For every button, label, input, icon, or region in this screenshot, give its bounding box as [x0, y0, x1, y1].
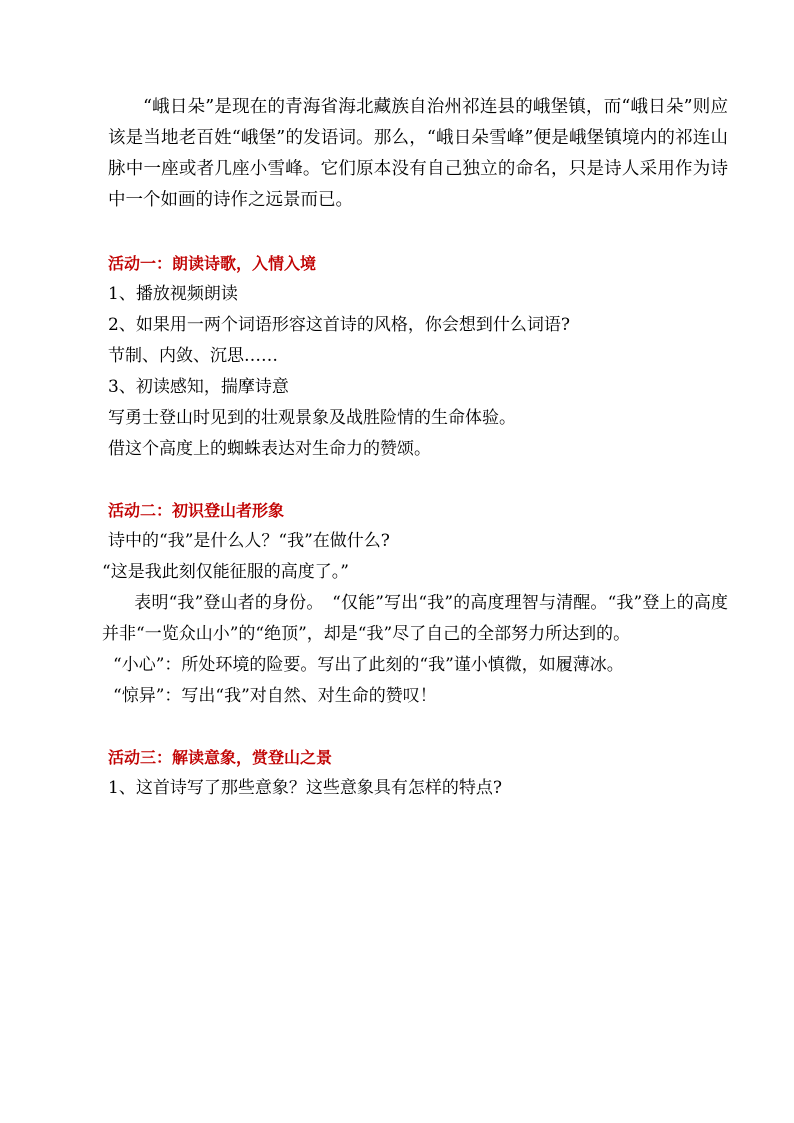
- activity-2-quote: “这是我此刻仅能征服的高度了。”: [102, 562, 349, 582]
- activity-1-heading: 活动一：朗读诗歌，入情入境: [108, 254, 317, 273]
- spacer: [108, 712, 728, 742]
- activity-1-line-6: 借这个高度上的蜘蛛表达对生命力的赞颂。: [108, 439, 431, 459]
- activity-1-line-2: 2、如果用一两个词语形容这首诗的风格，你会想到什么词语?: [108, 315, 570, 335]
- activity-3-section: [108, 742, 728, 804]
- activity-1-line-5: 写勇士登山时见到的壮观景象及战胜险情的生命体验。: [108, 408, 516, 428]
- activity-2-jingyi: “惊异”：写出“我”对自然、对生命的赞叹！: [113, 686, 437, 706]
- activity-1-line-3: 节制、内敛、沉思……: [108, 346, 278, 366]
- activity-3-line-1: 1、这首诗写了那些意象？这些意象具有怎样的特点?: [108, 778, 502, 798]
- activity-2-heading: 活动二：初识登山者形象: [108, 501, 285, 520]
- activity-1-section: [108, 248, 728, 465]
- activity-2-question: 诗中的“我”是什么人？“我”在做什么?: [108, 531, 390, 551]
- document-page: [102, 92, 728, 804]
- activity-1-line-1: 1、播放视频朗读: [108, 284, 238, 304]
- activity-1-line-4: 3、初读感知，揣摩诗意: [108, 377, 289, 397]
- activity-2-analysis: 表明“我”登山者的身份。 “仅能”写出“我”的高度理智与清醒。“我”登上的高度并非“一览众山小”的“绝顶”，却是“我”尽了自己的全部努力所达到的。: [102, 593, 728, 644]
- activity-2-section: [102, 495, 728, 712]
- intro-paragraph: “峨日朵”是现在的青海省海北藏族自治州祁连县的峨堡镇，而“峨日朵”则应该是当地老百姓“峨堡”的发语词。那么，“峨日朵雪峰”便是峨堡镇境内的祁连山脉中一座或者几座小雪峰。它们原本没有自己独立的命名，只是诗人采用作为诗中一个如画的诗作之远景而已。: [108, 97, 728, 210]
- activity-3-heading: 活动三：解读意象，赏登山之景: [108, 748, 333, 767]
- spacer: [108, 465, 728, 495]
- spacer: [108, 216, 728, 248]
- activity-2-xiaoxin: “小心”：所处环境的险要。写出了此刻的“我”谨小慎微，如履薄冰。: [113, 655, 624, 675]
